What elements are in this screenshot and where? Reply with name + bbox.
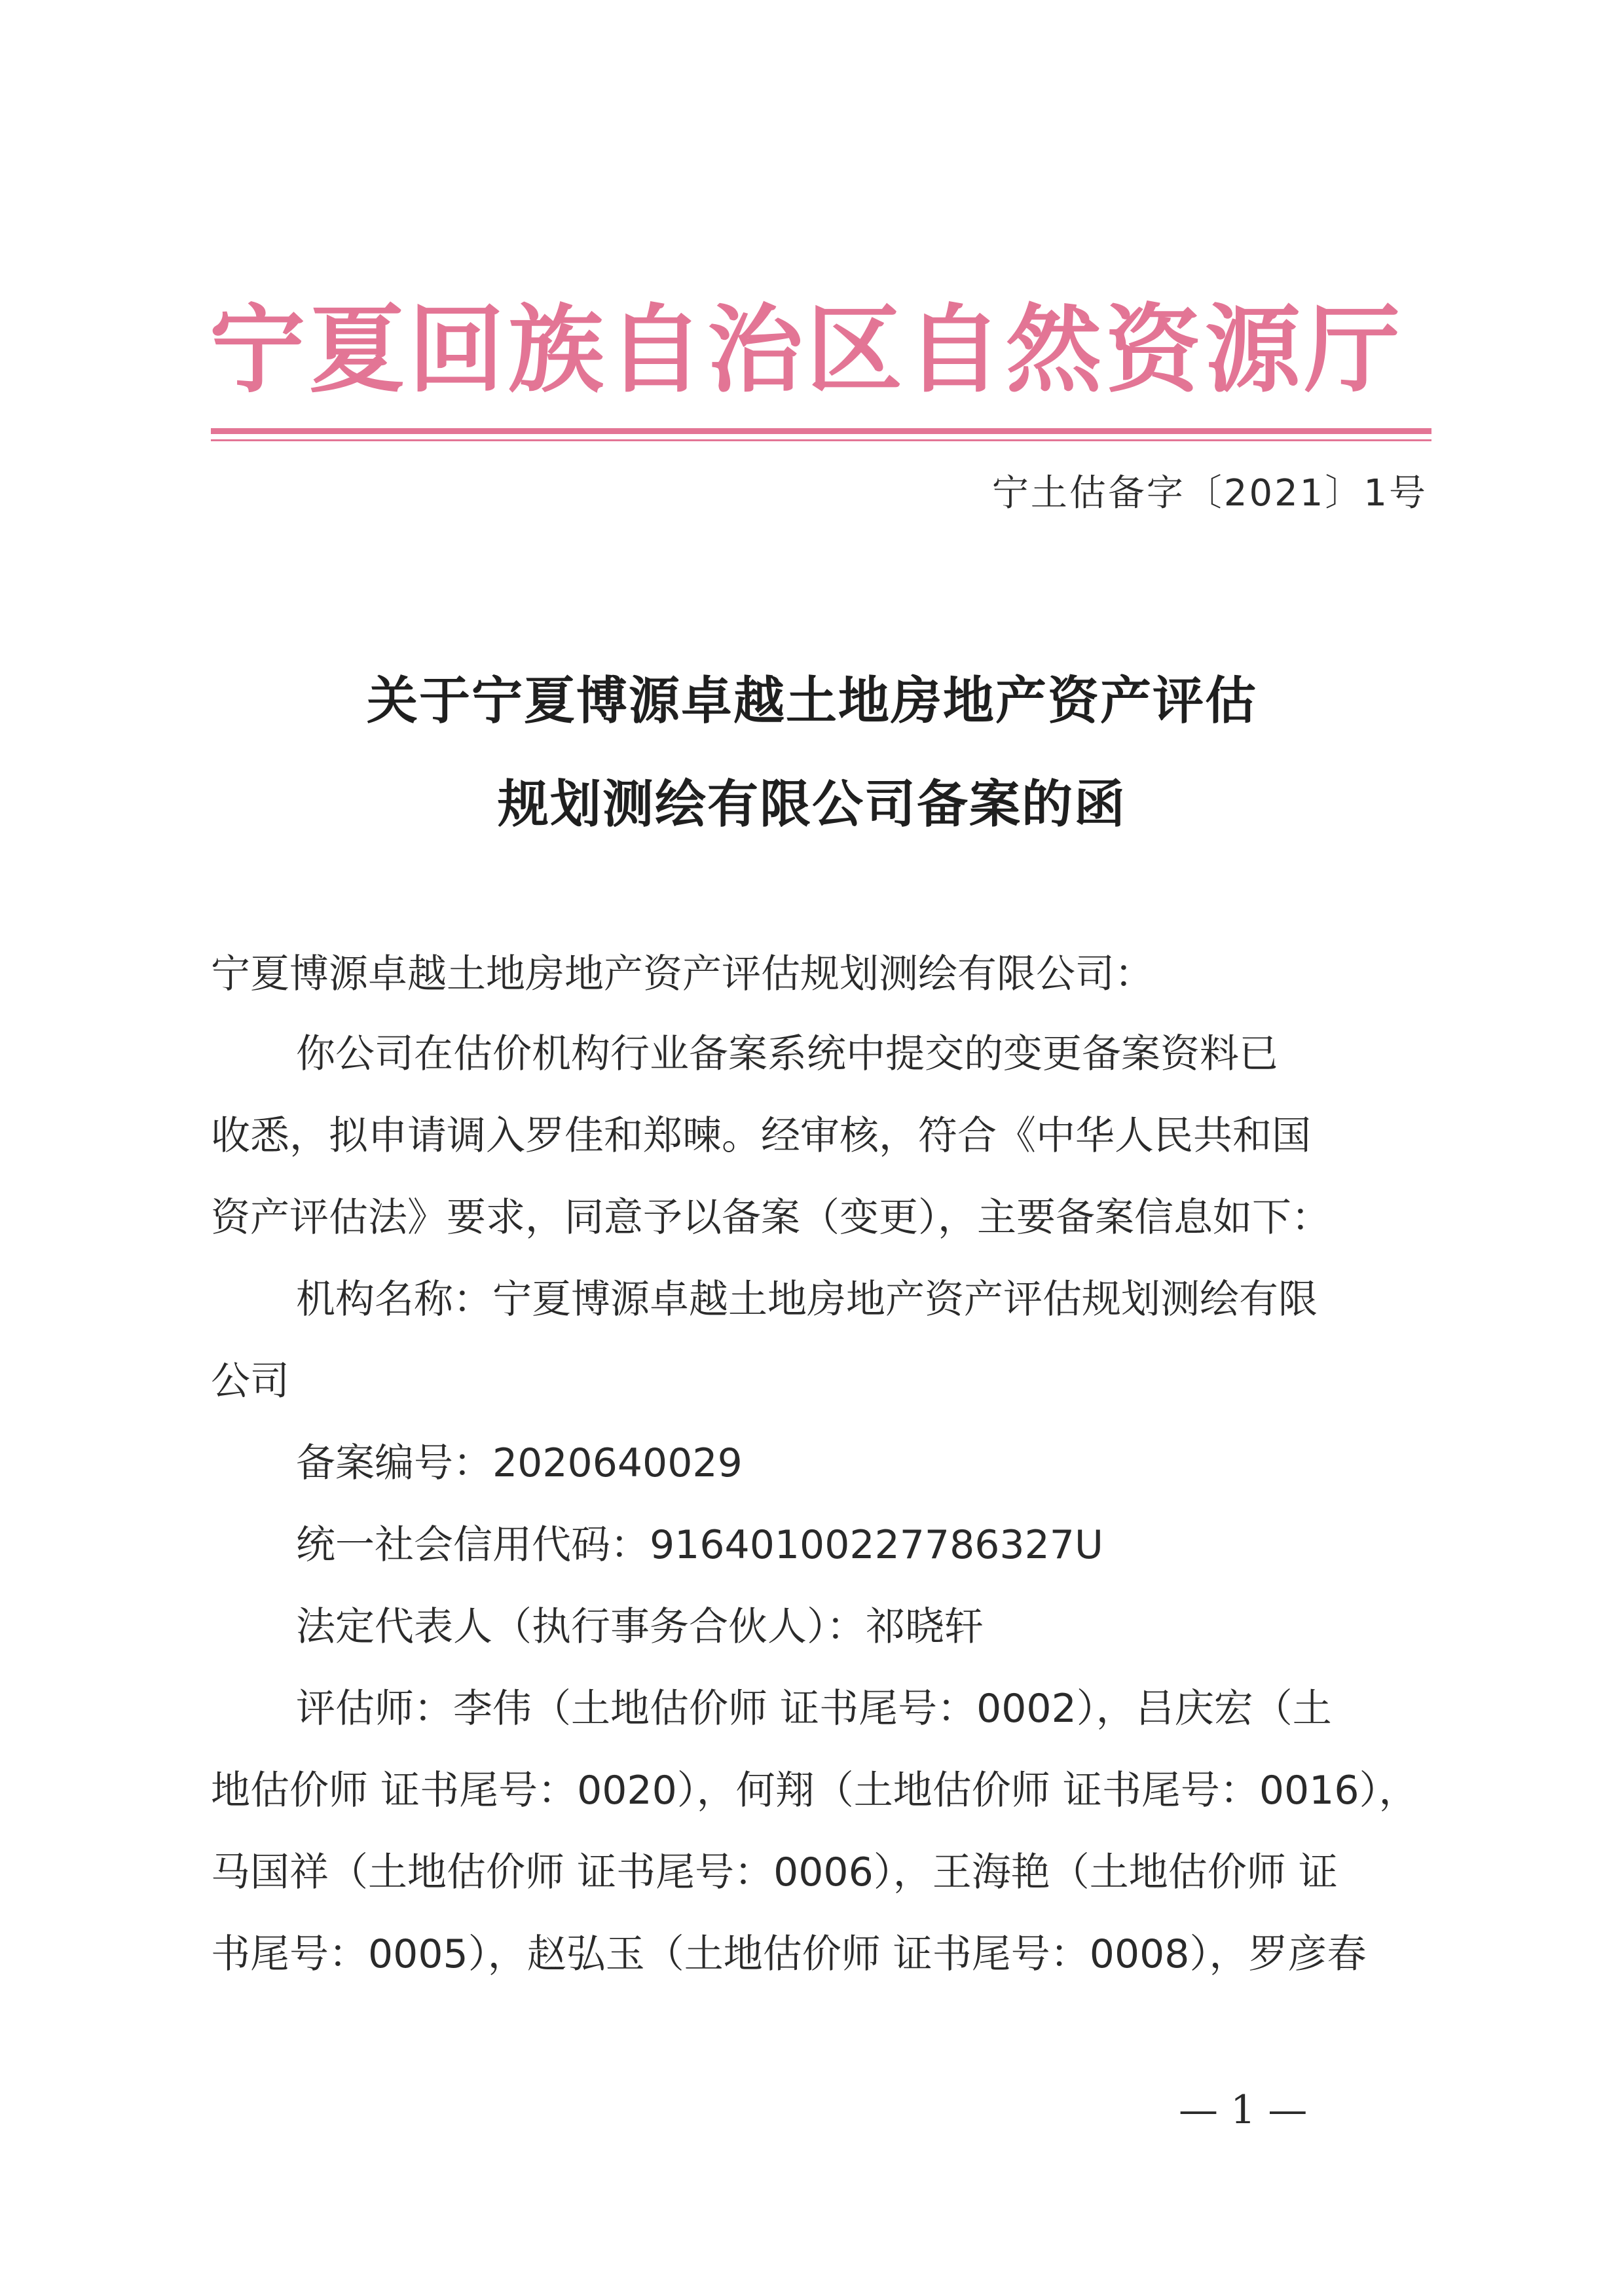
- document-number: 宁土估备字〔2021〕1号: [991, 472, 1428, 515]
- letterhead-rule-thin: [211, 439, 1431, 441]
- body-paragraph-line: 收悉，拟申请调入罗佳和郑暕。经审核，符合《中华人民共和国: [211, 1113, 1311, 1159]
- letterhead-rule-thick: [211, 428, 1431, 434]
- body-paragraph-line: 资产评估法》要求，同意予以备案（变更），主要备案信息如下：: [211, 1195, 1331, 1241]
- record-number: 备案编号：2020640029: [296, 1440, 743, 1486]
- document-title-line-2: 规划测绘有限公司备案的函: [497, 774, 1126, 834]
- body-paragraph-line: 你公司在估价机构行业备案系统中提交的变更备案资料已: [296, 1031, 1278, 1077]
- appraisers-line: 评估师：李伟（土地估价师 证书尾号：0002），吕庆宏（土: [296, 1686, 1332, 1732]
- addressee: 宁夏博源卓越土地房地产资产评估规划测绘有限公司：: [211, 951, 1154, 997]
- org-name-line: 公司: [211, 1358, 289, 1404]
- credit-code: 统一社会信用代码：91640100227786327U: [296, 1522, 1103, 1568]
- document-title-line-1: 关于宁夏博源卓越土地房地产资产评估: [366, 671, 1257, 731]
- org-name-line: 机构名称：宁夏博源卓越土地房地产资产评估规划测绘有限: [296, 1277, 1318, 1322]
- appraisers-line: 地估价师 证书尾号：0020），何翔（土地估价师 证书尾号：0016），: [211, 1768, 1418, 1813]
- letterhead-org-name: 宁夏回族自治区自然资源厅: [210, 294, 1404, 406]
- legal-representative: 法定代表人（执行事务合伙人）：祁晓轩: [296, 1604, 984, 1650]
- appraisers-line: 书尾号：0005），赵弘玉（土地估价师 证书尾号：0008），罗彦春: [211, 1931, 1367, 1977]
- appraisers-line: 马国祥（土地估价师 证书尾号：0006），王海艳（土地估价师 证: [211, 1850, 1338, 1895]
- page-number: — 1 —: [1179, 2087, 1308, 2133]
